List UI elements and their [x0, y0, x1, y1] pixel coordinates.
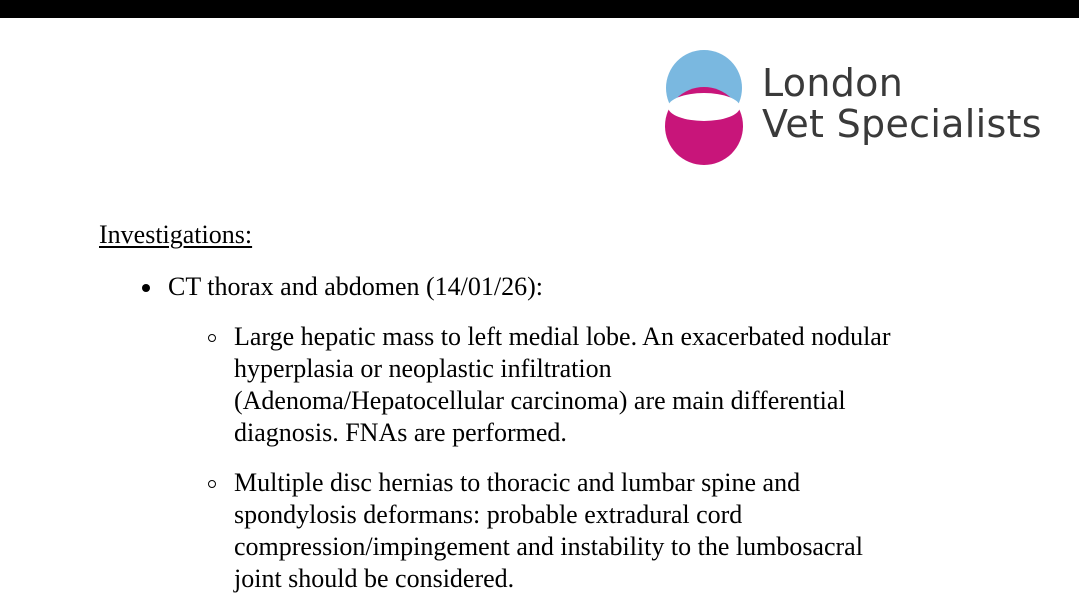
finding-line: diagnosis. FNAs are performed. — [234, 418, 567, 447]
logo-line-1: London — [762, 61, 904, 105]
logo-middle-gap — [668, 93, 740, 121]
list-item — [168, 271, 543, 303]
finding-line: spondylosis deformans: probable extradural cord — [234, 500, 743, 529]
logo-line-2: Vet Specialists — [762, 102, 1042, 146]
bullet-circle-icon — [208, 334, 216, 342]
logo-wordmark — [762, 61, 1042, 146]
top-border-bar — [0, 0, 1079, 18]
logo-mark-icon — [664, 48, 754, 168]
list-item-label: CT thorax and abdomen (14/01/26): — [168, 272, 544, 301]
section-heading: Investigations: — [99, 220, 253, 249]
sub-list-item — [234, 467, 954, 595]
finding-line: Large hepatic mass to left medial lobe. An exacerbated nodular — [234, 322, 891, 351]
finding-line: joint should be considered. — [234, 564, 515, 593]
finding-line: (Adenoma/Hepatocellular carcinoma) are main differential — [234, 386, 846, 415]
london-vet-specialists-logo — [664, 48, 1064, 168]
bullet-dot-icon — [142, 284, 150, 292]
finding-line: Multiple disc hernias to thoracic and lumbar spine and — [234, 468, 801, 497]
bullet-circle-icon — [208, 480, 216, 488]
finding-line: hyperplasia or neoplastic infiltration — [234, 354, 612, 383]
sub-list-item — [234, 321, 954, 449]
finding-line: compression/impingement and instability to the lumbosacral — [234, 532, 863, 561]
